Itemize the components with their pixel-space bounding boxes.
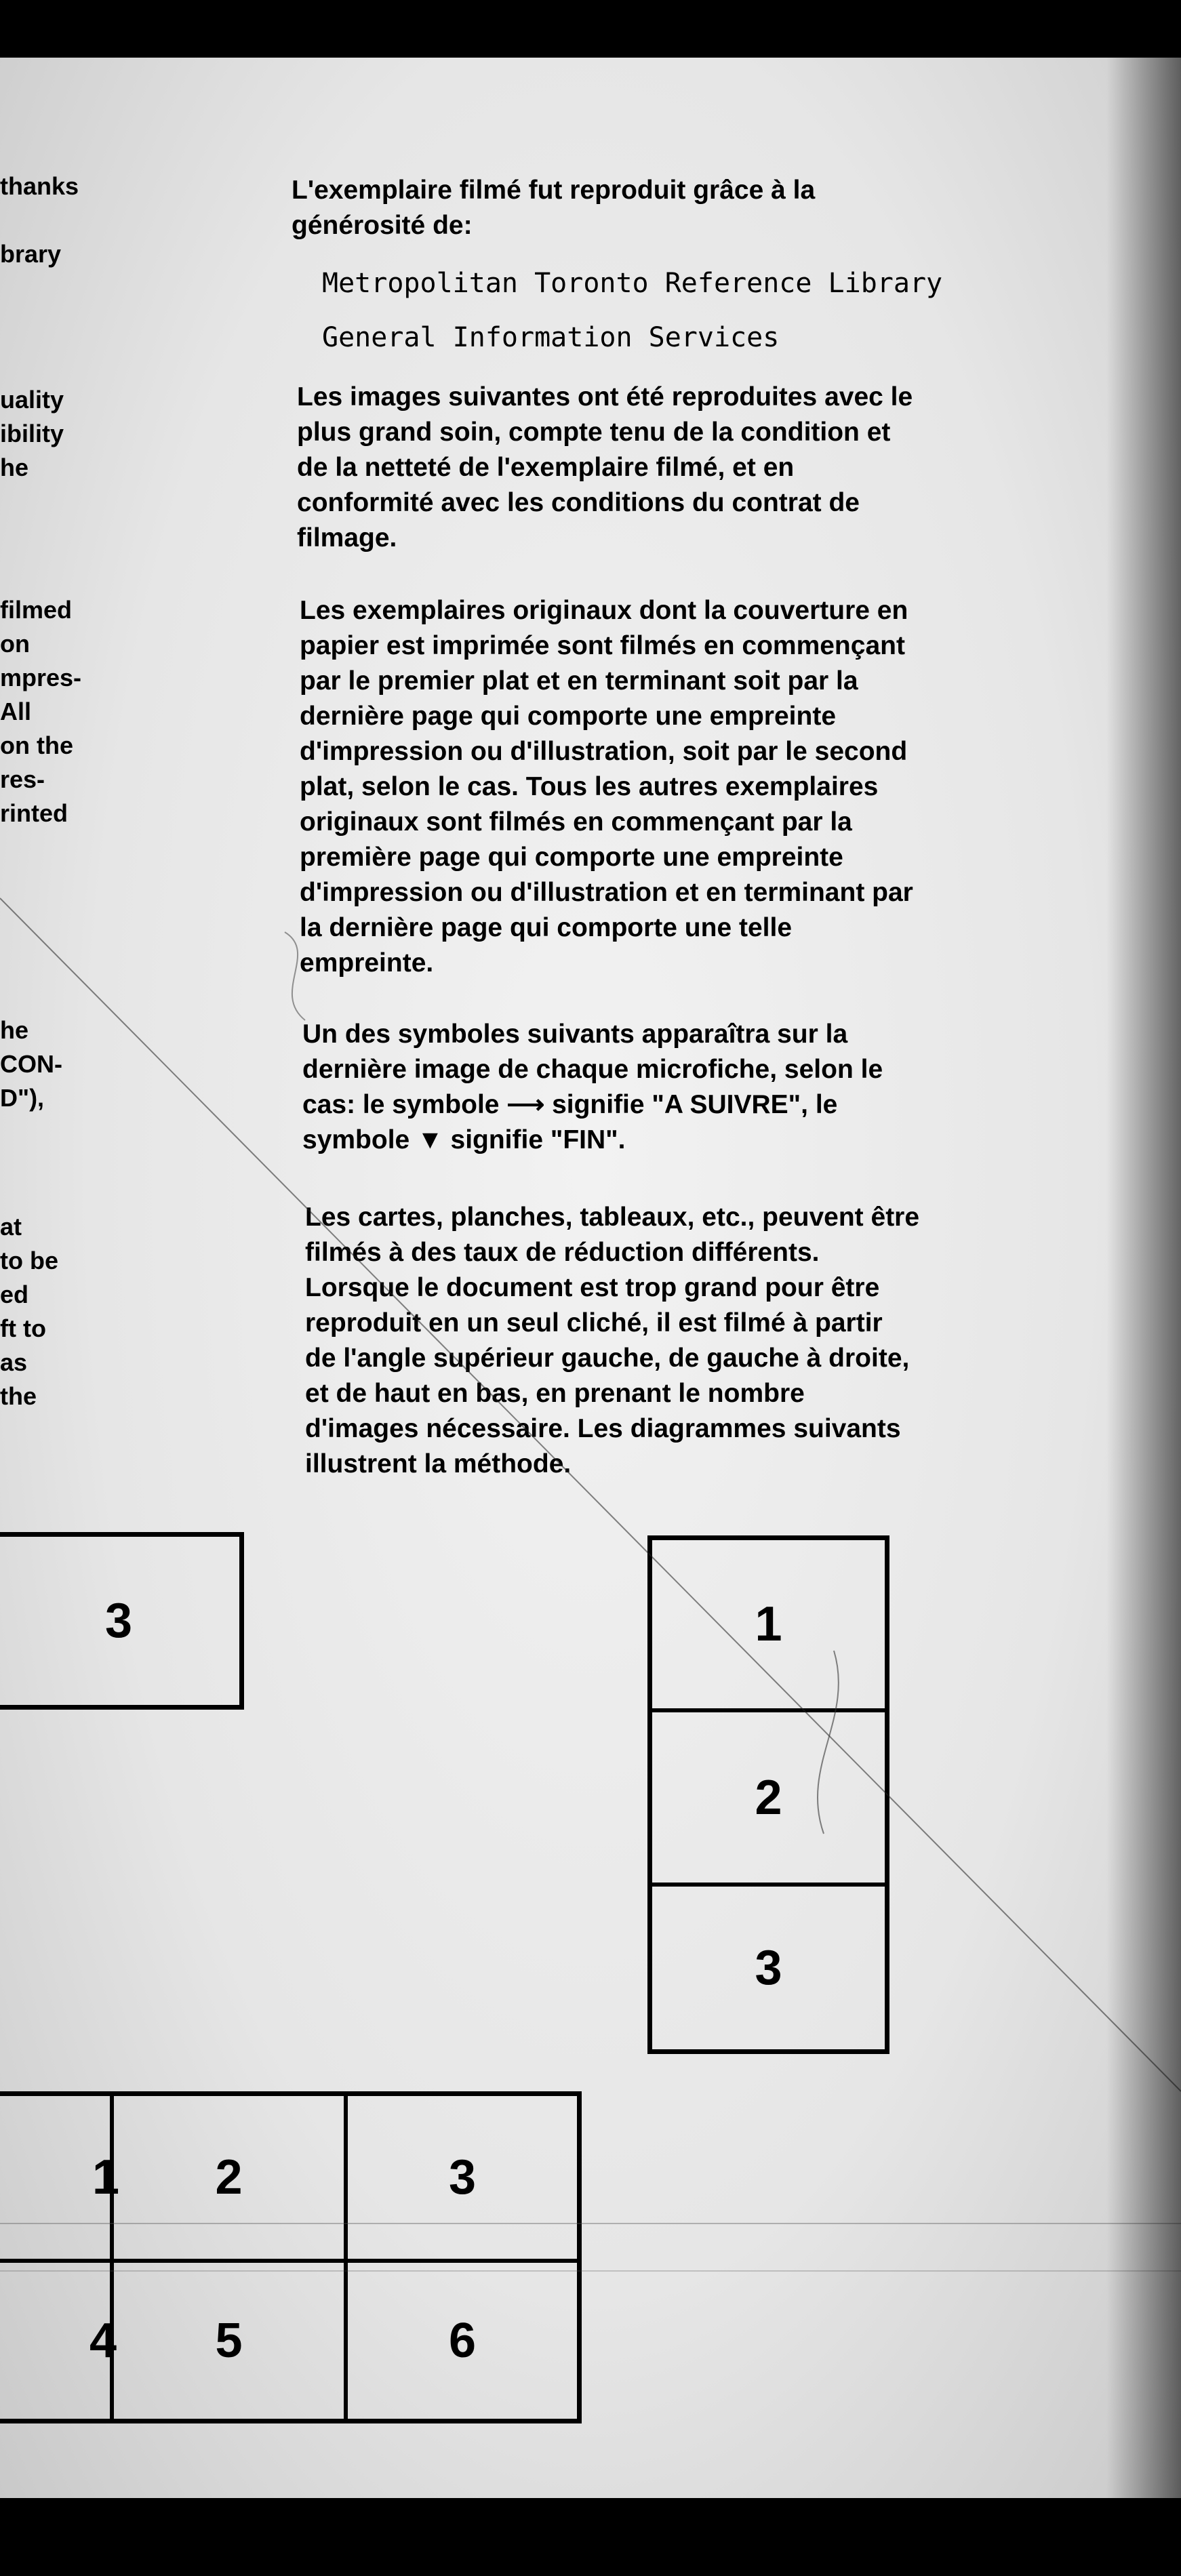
text-line: Lorsque le document est trop grand pour être — [305, 1273, 880, 1302]
text-line: première page qui comporte une empreinte — [300, 843, 843, 872]
text-line: dernière page qui comporte une empreinte — [300, 702, 837, 731]
text-line: cas: le symbole ⟶ signifie "A SUIVRE", le — [302, 1090, 838, 1119]
library-name: Metropolitan Toronto Reference Library — [322, 268, 943, 299]
diagram-cell: 3 — [448, 2150, 477, 2205]
text-line: Les cartes, planches, tableaux, etc., peuvent être — [305, 1203, 920, 1232]
cell-number: 1 — [92, 2150, 119, 2205]
text-line: empreinte. — [300, 948, 434, 978]
fragment-line: uality — [0, 386, 64, 414]
text-line: la dernière page qui comporte une telle — [300, 913, 793, 942]
fragment-line: All — [0, 698, 32, 725]
library-department: General Information Services — [322, 322, 780, 353]
fragment-line: the — [0, 1382, 37, 1410]
fragment-line: res- — [0, 765, 45, 793]
text-line: générosité de: — [292, 211, 473, 240]
fragment-line: at — [0, 1213, 22, 1241]
cell-number: 4 — [89, 2314, 117, 2368]
diagram-cell: 5 — [215, 2314, 243, 2368]
text-line: plat, selon le cas. Tous les autres exemplaires — [300, 772, 879, 801]
fragment-line: he — [0, 454, 29, 481]
text-line: et de haut en bas, en prenant le nombre — [305, 1379, 805, 1408]
text-line: filmage. — [297, 523, 397, 552]
text-line: d'impression ou d'illustration, soit par le second — [300, 737, 908, 766]
fragment-line: to be — [0, 1247, 58, 1274]
text-line: symbole ▼ signifie "FIN". — [302, 1125, 626, 1154]
microfilm-page — [0, 58, 1181, 2498]
text-line: filmés à des taux de réduction différents. — [305, 1238, 820, 1267]
text-line: conformité avec les conditions du contrat de — [297, 488, 860, 517]
fragment-line: as — [0, 1348, 28, 1376]
fragment-line: on — [0, 630, 30, 658]
text-line: d'impression ou d'illustration et en terminant par — [300, 878, 913, 907]
text-line: Les exemplaires originaux dont la couverture en — [300, 596, 908, 625]
diagram-cell: 1 — [755, 1597, 782, 1651]
text-line: Un des symboles suivants apparaîtra sur la — [302, 1020, 848, 1049]
film-scratches — [0, 58, 1181, 2498]
fragment-line: thanks — [0, 172, 79, 200]
text-line: L'exemplaire filmé fut reproduit grâce à la — [292, 176, 816, 205]
fragment-line: he — [0, 1016, 29, 1044]
fragment-line: ibility — [0, 420, 64, 447]
diagram-cell: 2 — [215, 2150, 243, 2205]
fragment-line: brary — [0, 240, 62, 268]
text-line: de l'angle supérieur gauche, de gauche à droite, — [305, 1344, 910, 1373]
diagram-cell: 6 — [448, 2314, 477, 2368]
text-line: de la netteté de l'exemplaire filmé, et en — [297, 453, 795, 482]
fragment-line: CON- — [0, 1050, 62, 1078]
fragment-line: ft to — [0, 1314, 46, 1342]
text-line: Les images suivantes ont été reproduites avec le — [297, 382, 913, 411]
scratch-line — [0, 898, 1181, 2091]
text-line: d'images nécessaire. Les diagrammes suivants — [305, 1414, 901, 1443]
diagram-cell: 3 — [104, 1594, 133, 1648]
text-line: dernière image de chaque microfiche, selon le — [302, 1055, 883, 1084]
fragment-line: ed — [0, 1281, 29, 1308]
text-line: illustrent la méthode. — [305, 1449, 572, 1478]
fragment-line: filmed — [0, 596, 73, 624]
fragment-line: mpres- — [0, 664, 82, 691]
text-line: plus grand soin, compte tenu de la condition et — [297, 418, 891, 447]
scratch-line — [285, 932, 305, 1020]
text-line: papier est imprimée sont filmés en commençant — [300, 631, 905, 660]
fragment-line: rinted — [0, 799, 68, 827]
diagram-cell: 2 — [755, 1770, 782, 1825]
diagram-cell: 3 — [755, 1941, 782, 1995]
text-line: reproduit en un seul cliché, il est filmé à partir — [305, 1308, 883, 1337]
fragment-line: on the — [0, 731, 73, 759]
text-line: originaux sont filmés en commençant par la — [300, 807, 852, 837]
fragment-line: D"), — [0, 1084, 45, 1112]
text-line: par le premier plat et en terminant soit par la — [300, 666, 858, 696]
